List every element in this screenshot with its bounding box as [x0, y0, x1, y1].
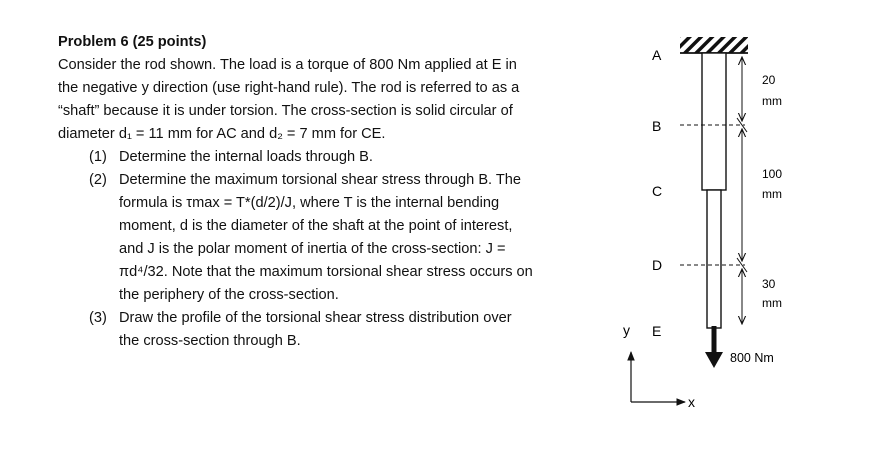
question-line: the cross-section through B.	[119, 333, 301, 349]
y-axis-label: y	[623, 322, 630, 338]
dimension-unit-bd: mm	[762, 187, 782, 201]
question-line: the periphery of the cross-section.	[119, 287, 339, 303]
point-label-a: A	[652, 47, 662, 63]
question-number: (2)	[89, 172, 107, 188]
intro-line: the negative y direction (use right-hand rule). The rod is referred to as a	[58, 80, 520, 96]
problem-title: Problem 6 (25 points)	[58, 34, 207, 50]
point-label-b: B	[652, 118, 662, 134]
point-label-e: E	[652, 323, 662, 339]
dimension-unit-de: mm	[762, 296, 782, 310]
torque-arrow-head	[705, 352, 723, 368]
dimension-value-ab: 20	[762, 73, 776, 87]
dimension-value-de: 30	[762, 277, 776, 291]
dimension-unit-ab: mm	[762, 94, 782, 108]
point-label-d: D	[652, 257, 663, 273]
intro-line: Consider the rod shown. The load is a torque of 800 Nm applied at E in	[58, 57, 517, 73]
question-line: Determine the maximum torsional shear stress through B. The	[119, 172, 522, 188]
question-number: (3)	[89, 310, 107, 326]
question-line: Draw the profile of the torsional shear stress distribution over	[119, 310, 512, 326]
question-line: formula is τmax = T*(d/2)/J, where T is the internal bending	[119, 195, 500, 211]
question-line: and J is the polar moment of inertia of the cross-section: J =	[119, 241, 506, 257]
question-line: πd⁴/32. Note that the maximum torsional shear stress occurs on	[119, 264, 533, 280]
wall-support-hatch	[680, 37, 748, 53]
question-line: moment, d is the diameter of the shaft at the point of interest,	[119, 218, 513, 234]
shaft-segment-ce	[707, 190, 721, 328]
torque-label: 800 Nm	[730, 351, 774, 365]
dimension-value-bd: 100	[762, 167, 783, 181]
shaft-segment-ac	[702, 53, 726, 190]
point-label-c: C	[652, 183, 663, 199]
intro-line: “shaft” because it is under torsion. The cross-section is solid circular of	[58, 103, 513, 119]
question-line: Determine the internal loads through B.	[119, 149, 373, 165]
intro-line: diameter d₁ = 11 mm for AC and d₂ = 7 mm for CE.	[58, 126, 386, 142]
x-axis-label: x	[688, 394, 695, 410]
question-number: (1)	[89, 149, 107, 165]
